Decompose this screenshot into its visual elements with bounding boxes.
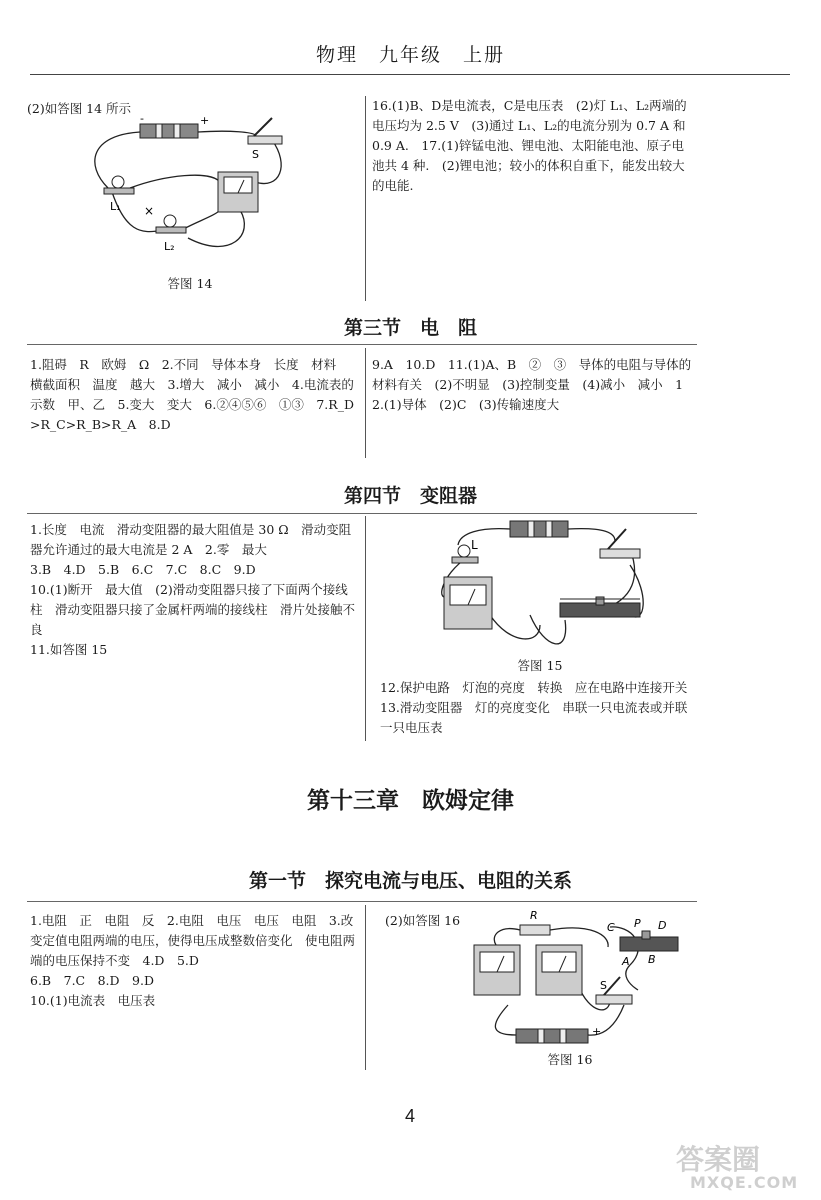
section-3-divider (365, 348, 366, 458)
section-3-answers-left: 1.阻碍 R 欧姆 Ω 2.不同 导体本身 长度 材料 横截面积 温度 越大 3.增大 减小 减小 4.电流表的示数 甲、乙 5.变大 变大 6.②④⑤⑥ ①③ 7.R_D>R_C>R_B>R_A 8.D (30, 357, 354, 432)
rheostat-icon (620, 931, 678, 951)
figure-16-caption: 答图 16 (547, 1052, 593, 1067)
terminal-d-label: D (658, 919, 667, 932)
battery-icon (516, 1029, 588, 1043)
section-4-answers-left: 1.长度 电流 滑动变阻器的最大阻值是 30 Ω 滑动变阻器允许通过的最大电流是 2 A 2.零 最大 3.B 4.D 5.B 6.C 7.C 8.C 9.D 10.(1)断开 最大值 (2)滑动变阻器只接了下面两个接线柱 滑动变阻器只接了金属杆两端的接线柱 滑片处接触不良 11.如答图 15 (30, 522, 356, 657)
circuit-figure-15 (430, 515, 670, 655)
ammeter-icon (474, 945, 520, 995)
rheostat-icon (560, 597, 640, 617)
section-4-answers-right: 12.保护电路 灯泡的亮度 转换 应在电路中连接开关 13.滑动变阻器 灯的亮度变化 串联一只电流表或并联一只电压表 (380, 680, 700, 735)
slider-p-label: P (634, 917, 641, 930)
circuit-figure-14 (70, 110, 290, 270)
lamp-l1-label: L₁ (110, 200, 121, 213)
section-1-title: 第一节 探究电流与电压、电阻的关系 (248, 870, 572, 892)
chapter-title: 第十三章 欧姆定律 (307, 788, 514, 814)
lamp-l2-icon (156, 215, 186, 233)
section-1-rule-top (27, 901, 697, 902)
battery-plus-label: + (592, 1025, 602, 1038)
resistor-r-label: R (530, 909, 538, 922)
voltmeter-icon (536, 945, 582, 995)
section-3-title: 第三节 电 阻 (343, 317, 477, 339)
battery-plus-label: + (200, 114, 210, 127)
watermark-url: MXQE.COM (690, 1173, 799, 1192)
terminal-b-label: B (648, 953, 656, 966)
page-header: 物理 九年级 上册 (315, 44, 505, 66)
ammeter-icon (444, 577, 492, 629)
figure-15-caption: 答图 15 (517, 658, 563, 673)
watermark-logo: 答案圈 (676, 1143, 761, 1176)
answers-16-17: 16.(1)B、D是电流表，C是电压表 (2)灯 L₁、L₂两端的电压均为 2.5 V (3)通过 L₁、L₂的电流分别为 0.7 A 和 0.9 A. 17.(1)锌锰电池、锂电池、太阳能电池、原子电池共 4 种. (2)锂电池；较小的体积自重下，能发出较大的电能. (372, 98, 690, 193)
battery-icon (140, 124, 198, 138)
terminal-a-label: A (622, 955, 630, 968)
section-1-fig-intro: (2)如答图 16 (385, 913, 461, 928)
header-rule (30, 74, 790, 75)
section-4-title: 第四节 变阻器 (343, 485, 477, 507)
circuit-figure-16 (460, 905, 700, 1050)
section-3-answers-right: 9.A 10.D 11.(1)A、B ② ③ 导体的电阻与导体的材料有关 (2)不明显 (3)控制变量 (4)减小 减小 12.(1)导体 (2)C (3)传输速度大 (372, 357, 692, 412)
battery-minus-label: - (140, 112, 144, 125)
section-1-divider (365, 905, 366, 1070)
section-3-rule-top (27, 344, 697, 345)
page-number: 4 (404, 1106, 415, 1126)
answer-14-intro: (2)如答图 14 所示 (27, 101, 132, 116)
lamp-l1-icon (104, 176, 134, 194)
column-divider (365, 96, 366, 301)
switch-icon (600, 529, 640, 558)
cross-mark: × (144, 204, 155, 218)
section-4-divider (365, 516, 366, 741)
switch-s-label: S (252, 148, 259, 161)
switch-icon (248, 118, 282, 144)
resistor-icon (520, 925, 550, 935)
figure-14-caption: 答图 14 (167, 276, 213, 291)
section-4-rule-top (27, 513, 697, 514)
terminal-c-label: C (607, 921, 615, 934)
voltmeter-icon (218, 172, 258, 212)
lamp-l2-label: L₂ (164, 240, 175, 253)
switch-s-label: S (600, 979, 607, 992)
battery-icon (510, 521, 568, 537)
lamp-l-label: L (471, 538, 478, 552)
section-1-answers-left: 1.电阻 正 电阻 反 2.电阻 电压 电压 电阻 3.改变定值电阻两端的电压，使得电压成整数倍变化 使电阻两端的电压保持不变 4.D 5.D 6.B 7.C 8.D 9.D 10.(1)电流表 电压表 (30, 913, 356, 1008)
